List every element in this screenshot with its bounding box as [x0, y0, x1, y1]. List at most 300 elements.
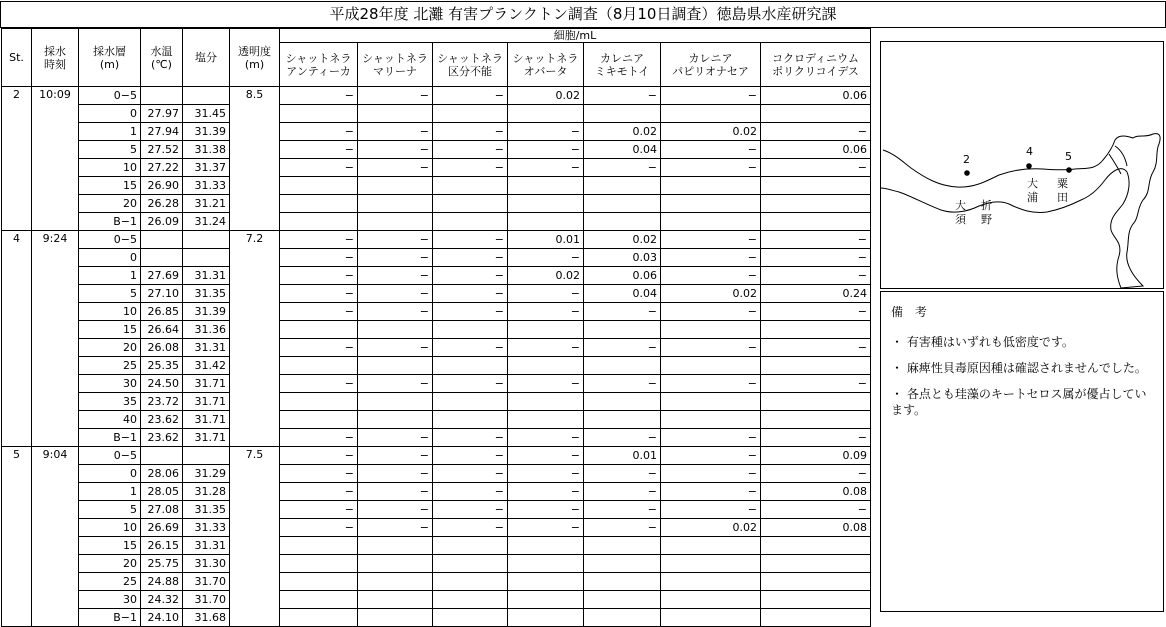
coastline	[881, 134, 1160, 288]
species-count-cell: −	[280, 231, 358, 249]
species-count-cell	[761, 591, 871, 609]
species-count-cell: −	[433, 339, 508, 357]
species-count-cell	[358, 555, 433, 573]
place-oosu-2: 須	[955, 213, 966, 226]
species-count-cell: −	[584, 87, 661, 105]
table-row	[2, 87, 871, 105]
transparency-cell: 7.2	[230, 231, 280, 447]
species-count-cell	[508, 393, 584, 411]
species-count-cell: −	[508, 447, 584, 465]
species-count-cell: −	[280, 483, 358, 501]
species-count-cell: −	[280, 87, 358, 105]
header-species-0	[280, 43, 358, 87]
species-count-cell	[508, 105, 584, 123]
temp-cell: 27.22	[141, 159, 183, 177]
station-dot-2	[964, 170, 970, 176]
species-count-cell	[661, 195, 761, 213]
header-transparency-line1: 透明度	[238, 44, 271, 58]
header-species-2-line2: 区分不能	[448, 64, 492, 78]
station-label-4: 4	[1026, 145, 1033, 158]
depth-cell: 0−5	[79, 87, 141, 105]
header-species-6	[761, 43, 871, 87]
species-count-cell	[761, 411, 871, 429]
place-oosu-1: 大	[955, 199, 966, 212]
header-species-0-line1: シャットネラ	[285, 51, 352, 65]
species-count-cell: 0.02	[584, 231, 661, 249]
temp-cell: 25.75	[141, 555, 183, 573]
species-count-cell: −	[584, 429, 661, 447]
header-temp-line2: (℃)	[151, 57, 172, 71]
species-count-cell	[358, 591, 433, 609]
species-count-cell: −	[280, 249, 358, 267]
salinity-cell	[183, 231, 230, 249]
transparency-cell: 7.5	[230, 447, 280, 627]
species-count-cell	[761, 609, 871, 627]
species-count-cell	[761, 555, 871, 573]
depth-cell: 0−5	[79, 447, 141, 465]
salinity-cell: 31.24	[183, 213, 230, 231]
species-count-cell	[433, 411, 508, 429]
table-row	[2, 537, 871, 555]
header-species-2	[433, 43, 508, 87]
temp-cell	[141, 249, 183, 267]
species-count-cell	[584, 591, 661, 609]
table-row	[2, 123, 871, 141]
species-count-cell	[584, 177, 661, 195]
species-count-cell	[761, 105, 871, 123]
species-count-cell: 0.02	[661, 123, 761, 141]
salinity-cell: 31.39	[183, 123, 230, 141]
species-count-cell: −	[280, 303, 358, 321]
header-species-2-line1: シャットネラ	[437, 51, 503, 65]
species-count-cell: −	[280, 339, 358, 357]
species-count-cell	[661, 213, 761, 231]
species-count-cell: −	[433, 267, 508, 285]
species-count-cell: −	[761, 375, 871, 393]
table-row	[2, 195, 871, 213]
species-count-cell	[661, 393, 761, 411]
species-count-cell	[508, 195, 584, 213]
depth-cell: B−1	[79, 213, 141, 231]
place-orino-2: 野	[981, 213, 992, 226]
species-count-cell	[280, 213, 358, 231]
temp-cell: 27.94	[141, 123, 183, 141]
depth-cell: B−1	[79, 429, 141, 447]
species-count-cell: −	[358, 123, 433, 141]
species-count-cell: −	[433, 231, 508, 249]
species-count-cell: −	[508, 285, 584, 303]
species-count-cell: −	[761, 465, 871, 483]
salinity-cell	[183, 87, 230, 105]
header-transparency-line2: (m)	[244, 57, 265, 71]
header-unit: 細胞/mL	[280, 29, 871, 43]
species-count-cell	[358, 177, 433, 195]
station-id: 5	[2, 447, 32, 627]
species-count-cell	[661, 537, 761, 555]
header-species-6-line2: ポリクリコイデス	[772, 64, 859, 78]
species-count-cell	[508, 573, 584, 591]
species-count-cell: 0.02	[661, 519, 761, 537]
species-count-cell: −	[433, 375, 508, 393]
species-count-cell: −	[661, 429, 761, 447]
species-count-cell: −	[433, 123, 508, 141]
species-count-cell	[661, 357, 761, 375]
sampling-time: 9:04	[32, 447, 79, 627]
species-count-cell	[508, 411, 584, 429]
header-transparency	[230, 29, 280, 87]
salinity-cell: 31.31	[183, 267, 230, 285]
species-count-cell	[358, 411, 433, 429]
header-species-4	[584, 43, 661, 87]
species-count-cell	[280, 591, 358, 609]
salinity-cell: 31.33	[183, 519, 230, 537]
table-row	[2, 411, 871, 429]
species-count-cell	[508, 177, 584, 195]
species-count-cell	[761, 177, 871, 195]
depth-cell: 15	[79, 321, 141, 339]
salinity-cell: 31.68	[183, 609, 230, 627]
species-count-cell: 0.08	[761, 519, 871, 537]
station-dot-5	[1066, 167, 1072, 173]
species-count-cell	[584, 393, 661, 411]
depth-cell: 1	[79, 483, 141, 501]
species-count-cell: 0.01	[508, 231, 584, 249]
temp-cell: 27.10	[141, 285, 183, 303]
table-row	[2, 267, 871, 285]
species-count-cell	[761, 573, 871, 591]
salinity-cell: 31.71	[183, 411, 230, 429]
species-count-cell	[433, 393, 508, 411]
species-count-cell: 0.03	[584, 249, 661, 267]
species-count-cell	[280, 609, 358, 627]
temp-cell: 24.10	[141, 609, 183, 627]
species-count-cell	[280, 105, 358, 123]
species-count-cell	[433, 609, 508, 627]
species-count-cell	[280, 411, 358, 429]
temp-cell: 26.08	[141, 339, 183, 357]
species-count-cell: −	[508, 141, 584, 159]
station-dot-4	[1026, 163, 1032, 169]
species-count-cell: −	[280, 141, 358, 159]
species-count-cell: −	[433, 285, 508, 303]
depth-cell: 20	[79, 555, 141, 573]
salinity-cell: 31.45	[183, 105, 230, 123]
species-count-cell	[661, 177, 761, 195]
species-count-cell	[433, 213, 508, 231]
table-row	[2, 249, 871, 267]
species-count-cell: −	[433, 465, 508, 483]
depth-cell: 1	[79, 267, 141, 285]
temp-cell: 24.32	[141, 591, 183, 609]
salinity-cell: 31.28	[183, 483, 230, 501]
table-row	[2, 357, 871, 375]
species-count-cell: −	[433, 519, 508, 537]
species-count-cell	[761, 195, 871, 213]
species-count-cell	[661, 609, 761, 627]
species-count-cell: −	[280, 159, 358, 177]
species-count-cell	[358, 195, 433, 213]
species-count-cell: −	[508, 249, 584, 267]
species-count-cell: −	[358, 87, 433, 105]
species-count-cell: −	[661, 249, 761, 267]
species-count-cell: −	[761, 303, 871, 321]
place-awata-2: 田	[1057, 191, 1068, 204]
species-count-cell: −	[508, 375, 584, 393]
species-count-cell: −	[584, 465, 661, 483]
header-salinity: 塩分	[183, 29, 230, 87]
species-count-cell: −	[358, 519, 433, 537]
species-count-cell	[433, 537, 508, 555]
temp-cell: 25.35	[141, 357, 183, 375]
depth-cell: 40	[79, 411, 141, 429]
header-species-5	[661, 43, 761, 87]
species-count-cell: 0.06	[761, 87, 871, 105]
remark-1: ・ 有害種はいずれも低密度です。	[891, 335, 1074, 349]
species-count-cell: −	[508, 159, 584, 177]
header-species-0-line2: アンティーカ	[286, 64, 351, 78]
depth-cell: 15	[79, 177, 141, 195]
depth-cell: 5	[79, 285, 141, 303]
header-temp	[141, 29, 183, 87]
depth-cell: 25	[79, 573, 141, 591]
temp-cell: 26.64	[141, 321, 183, 339]
species-count-cell: −	[761, 267, 871, 285]
species-count-cell: −	[761, 159, 871, 177]
species-count-cell: −	[661, 375, 761, 393]
header-species-1-line1: シャットネラ	[362, 51, 428, 65]
species-count-cell: 0.02	[508, 87, 584, 105]
species-count-cell: −	[761, 249, 871, 267]
species-count-cell: −	[584, 159, 661, 177]
temp-cell: 24.50	[141, 375, 183, 393]
species-count-cell: −	[433, 303, 508, 321]
species-count-cell	[761, 213, 871, 231]
species-count-cell: −	[584, 303, 661, 321]
depth-cell: 30	[79, 591, 141, 609]
table-row	[2, 465, 871, 483]
species-count-cell	[433, 591, 508, 609]
species-count-cell: −	[584, 501, 661, 519]
species-count-cell: −	[761, 501, 871, 519]
depth-cell: 5	[79, 141, 141, 159]
salinity-cell: 31.29	[183, 465, 230, 483]
header-station: St.	[2, 29, 32, 87]
species-count-cell	[508, 357, 584, 375]
header-species-3	[508, 43, 584, 87]
header-time-line1: 採水	[44, 44, 66, 58]
species-count-cell: −	[661, 141, 761, 159]
species-count-cell	[358, 609, 433, 627]
sampling-time: 9:24	[32, 231, 79, 447]
species-count-cell	[761, 321, 871, 339]
species-count-cell	[584, 555, 661, 573]
station-label-2: 2	[963, 153, 970, 166]
species-count-cell: 0.02	[661, 285, 761, 303]
depth-cell: 30	[79, 375, 141, 393]
salinity-cell: 31.30	[183, 555, 230, 573]
species-count-cell: −	[280, 501, 358, 519]
salinity-cell: 31.36	[183, 321, 230, 339]
temp-cell: 26.85	[141, 303, 183, 321]
species-count-cell: 0.02	[508, 267, 584, 285]
species-count-cell: −	[661, 267, 761, 285]
species-count-cell: −	[433, 87, 508, 105]
species-count-cell	[358, 105, 433, 123]
depth-cell: 35	[79, 393, 141, 411]
species-count-cell	[433, 357, 508, 375]
header-species-3-line1: シャットネラ	[512, 51, 579, 65]
species-count-cell: −	[508, 465, 584, 483]
salinity-cell: 31.21	[183, 195, 230, 213]
species-count-cell: −	[661, 483, 761, 501]
species-count-cell	[433, 555, 508, 573]
species-count-cell: −	[661, 501, 761, 519]
temp-cell: 23.72	[141, 393, 183, 411]
salinity-cell: 31.35	[183, 501, 230, 519]
species-count-cell: −	[358, 501, 433, 519]
species-count-cell	[761, 393, 871, 411]
place-ooura-2: 浦	[1027, 191, 1038, 204]
species-count-cell	[508, 591, 584, 609]
species-count-cell: 0.08	[761, 483, 871, 501]
temp-cell: 28.05	[141, 483, 183, 501]
header-species-1-line2: マリーナ	[373, 64, 417, 78]
depth-cell: 15	[79, 537, 141, 555]
species-count-cell: −	[508, 429, 584, 447]
species-count-cell	[661, 105, 761, 123]
species-count-cell	[280, 195, 358, 213]
table-row	[2, 231, 871, 249]
table-row	[2, 159, 871, 177]
species-count-cell: −	[661, 231, 761, 249]
species-count-cell	[584, 411, 661, 429]
header-species-5-line2: パピリオナセア	[672, 64, 749, 78]
species-count-cell: −	[584, 519, 661, 537]
species-count-cell: −	[280, 267, 358, 285]
depth-cell: 25	[79, 357, 141, 375]
species-count-cell: −	[433, 249, 508, 267]
species-count-cell: 0.06	[584, 267, 661, 285]
species-count-cell	[358, 573, 433, 591]
species-count-cell: 0.01	[584, 447, 661, 465]
species-count-cell	[508, 321, 584, 339]
temp-cell: 24.88	[141, 573, 183, 591]
species-count-cell: −	[761, 429, 871, 447]
species-count-cell	[280, 573, 358, 591]
temp-cell	[141, 87, 183, 105]
species-count-cell: −	[661, 339, 761, 357]
temp-cell: 28.06	[141, 465, 183, 483]
species-count-cell: −	[584, 375, 661, 393]
species-count-cell: −	[358, 141, 433, 159]
species-count-cell	[358, 537, 433, 555]
salinity-cell: 31.71	[183, 429, 230, 447]
table-row	[2, 591, 871, 609]
depth-cell: 5	[79, 501, 141, 519]
species-count-cell	[433, 105, 508, 123]
temp-cell: 26.09	[141, 213, 183, 231]
species-count-cell	[661, 573, 761, 591]
salinity-cell: 31.71	[183, 375, 230, 393]
table-row	[2, 303, 871, 321]
temp-cell: 26.15	[141, 537, 183, 555]
species-count-cell: −	[358, 483, 433, 501]
header-depth-line1: 採水層	[93, 44, 126, 58]
header-depth-line2: (m)	[99, 57, 120, 71]
depth-cell: 10	[79, 303, 141, 321]
species-count-cell: −	[661, 159, 761, 177]
depth-cell: 10	[79, 519, 141, 537]
species-count-cell	[661, 591, 761, 609]
species-count-cell	[661, 555, 761, 573]
table-row	[2, 213, 871, 231]
species-count-cell: −	[433, 141, 508, 159]
header-species-5-line1: カレニア	[688, 51, 733, 65]
species-count-cell: −	[433, 483, 508, 501]
species-count-cell: −	[508, 483, 584, 501]
species-count-cell: −	[358, 249, 433, 267]
table-row	[2, 501, 871, 519]
salinity-cell: 31.71	[183, 393, 230, 411]
species-count-cell: −	[661, 465, 761, 483]
species-count-cell	[508, 555, 584, 573]
header-species-4-line1: カレニア	[600, 51, 644, 65]
report-title: 平成28年度 北灘 有害プランクトン調査（8月10日調査）徳島県水産研究課	[0, 1, 1166, 28]
temp-cell: 26.90	[141, 177, 183, 195]
species-count-cell	[358, 357, 433, 375]
species-count-cell	[584, 105, 661, 123]
table-row	[2, 609, 871, 627]
depth-cell: 0	[79, 249, 141, 267]
table-row	[2, 285, 871, 303]
header-depth	[79, 29, 141, 87]
species-count-cell	[508, 213, 584, 231]
species-count-cell	[358, 213, 433, 231]
species-count-cell: −	[358, 429, 433, 447]
species-count-cell: 0.06	[761, 141, 871, 159]
salinity-cell	[183, 249, 230, 267]
species-count-cell: −	[508, 303, 584, 321]
species-count-cell: −	[584, 483, 661, 501]
species-count-cell: −	[508, 123, 584, 141]
species-count-cell	[584, 195, 661, 213]
species-count-cell: 0.09	[761, 447, 871, 465]
species-count-cell: −	[761, 231, 871, 249]
temp-cell	[141, 231, 183, 249]
species-count-cell	[584, 213, 661, 231]
table-row	[2, 375, 871, 393]
species-count-cell: −	[433, 159, 508, 177]
species-count-cell: −	[280, 123, 358, 141]
species-count-cell: −	[508, 519, 584, 537]
species-count-cell: −	[508, 501, 584, 519]
species-count-cell	[358, 321, 433, 339]
table-row	[2, 339, 871, 357]
species-count-cell: −	[761, 339, 871, 357]
table-row	[2, 177, 871, 195]
table-row	[2, 429, 871, 447]
temp-cell: 27.52	[141, 141, 183, 159]
species-count-cell	[280, 393, 358, 411]
table-row	[2, 483, 871, 501]
species-count-cell: −	[358, 267, 433, 285]
station-id: 4	[2, 231, 32, 447]
species-count-cell	[761, 537, 871, 555]
remark-2: ・ 麻痺性貝毒原因種は確認されませんでした。	[891, 361, 1147, 375]
temp-cell	[141, 447, 183, 465]
species-count-cell	[280, 357, 358, 375]
species-count-cell: −	[358, 159, 433, 177]
